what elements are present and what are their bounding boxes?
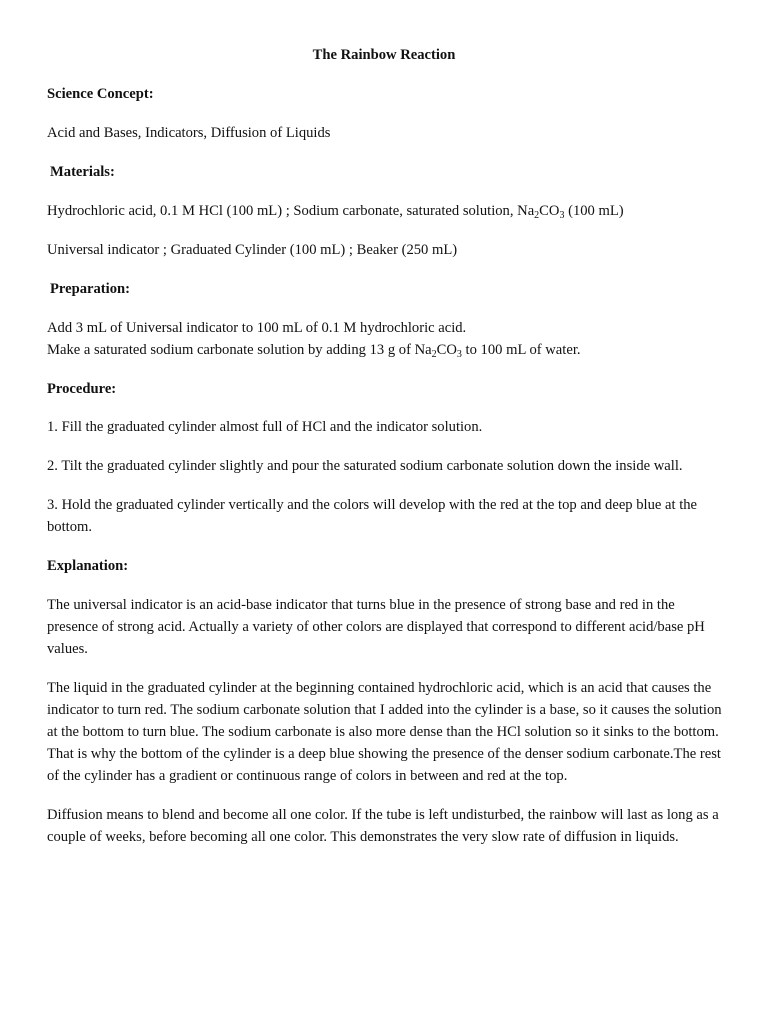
materials-line-1-sub-a: 2 (534, 210, 540, 221)
materials-line-1-mid: CO (539, 203, 560, 219)
preparation-line-2-end: to 100 mL of water. (461, 342, 581, 358)
preparation-line-2-text: Make a saturated sodium carbonate solution by adding 13 g of Na (47, 342, 432, 358)
materials-heading: Materials: (50, 164, 115, 180)
science-concept-text: Acid and Bases, Indicators, Diffusion of Liquids (47, 125, 331, 141)
materials-line-1 (47, 200, 727, 222)
science-concept-heading: Science Concept: (47, 86, 154, 102)
procedure-step-3: 3. Hold the graduated cylinder vertically and the colors will develop with the red at the top and deep blue at the bottom. (47, 497, 698, 535)
preparation-line-2 (47, 339, 727, 361)
procedure-heading: Procedure: (47, 381, 117, 397)
document-title: The Rainbow Reaction (312, 47, 456, 63)
preparation-line-1: Add 3 mL of Universal indicator to 100 mL of 0.1 M hydrochloric acid. (47, 320, 467, 336)
preparation-line-2-mid: CO (436, 342, 457, 358)
procedure-step-1: 1. Fill the graduated cylinder almost full of HCl and the indicator solution. (47, 419, 483, 435)
materials-line-1-end: (100 mL) (564, 203, 624, 219)
explanation-paragraph-3: Diffusion means to blend and become all one color. If the tube is left undisturbed, the rainbow will last as long as a couple of weeks, before becoming all one color. This demonstrates the very slow rate of diffusion in liquids. (47, 807, 719, 845)
preparation-line-2-sub-a: 2 (431, 349, 437, 360)
explanation-paragraph-1: The universal indicator is an acid-base indicator that turns blue in the presence of strong base and red in the presence of strong acid. Actually a variety of other colors are displayed that correspond to different acid/base pH values. (47, 597, 705, 657)
materials-line-1-text: Hydrochloric acid, 0.1 M HCl (100 mL) ; Sodium carbonate, saturated solution, Na (47, 203, 535, 219)
preparation-heading: Preparation: (50, 281, 130, 297)
materials-line-2: Universal indicator ; Graduated Cylinder (100 mL) ; Beaker (250 mL) (47, 242, 458, 258)
explanation-paragraph-2: The liquid in the graduated cylinder at the beginning contained hydrochloric acid, which is an acid that causes the indicator to turn red. The sodium carbonate solution that I added into the cylinder is a base, so it causes the solution at the bottom to turn blue. The sodium carbonate is also more dense than the HCl solution so it sinks to the bottom. That is why the bottom of the cylinder is a deep blue showing the presence of the denser sodium carbonate.The rest of the cylinder has a gradient or continuous range of colors in between and red at the top. (47, 680, 722, 784)
procedure-step-2: 2. Tilt the graduated cylinder slightly and pour the saturated sodium carbonate solution down the inside wall. (47, 458, 683, 474)
explanation-heading: Explanation: (47, 558, 129, 574)
materials-line-1-sub-b: 3 (559, 210, 565, 221)
preparation-line-2-sub-b: 3 (456, 349, 462, 360)
